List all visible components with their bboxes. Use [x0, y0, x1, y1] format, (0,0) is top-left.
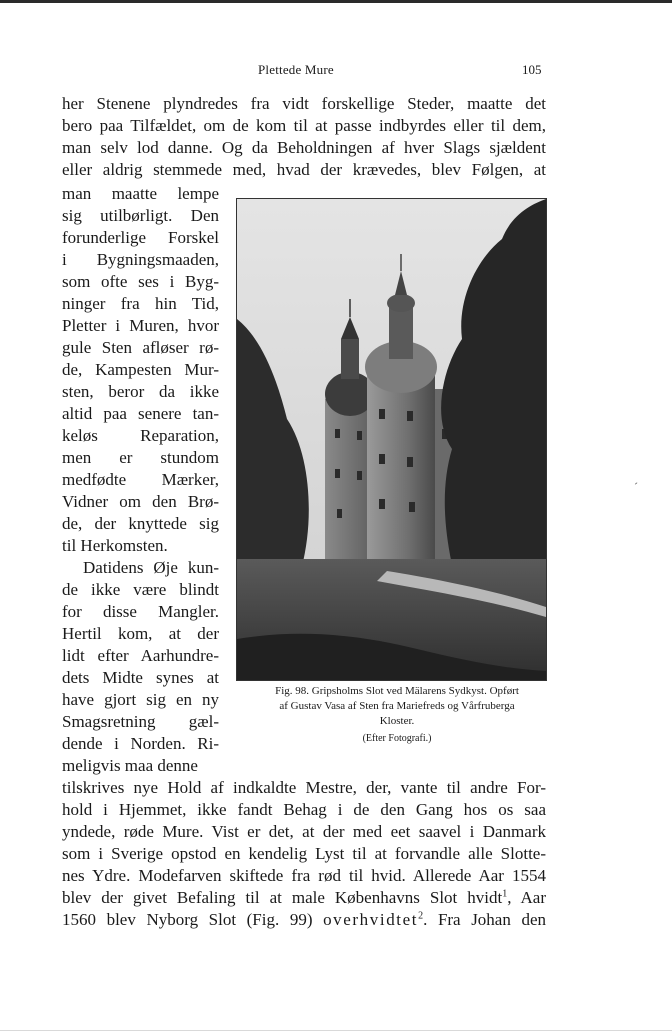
figure-credit: (Efter Fotografi.): [362, 733, 432, 744]
body-line-with-footnote: [62, 909, 546, 931]
body-line: man selv lod danne. Og da Beholdningen af hver Slags sjældent: [62, 138, 546, 157]
castle-illustration: [237, 199, 546, 680]
running-title: Plettede Mure: [258, 62, 334, 77]
line-text: 1560 blev Nyborg Slot (Fig. 99): [62, 910, 324, 929]
body-line: som i Sverige opstod en kendelig Lyst til at forvandle alle Slotte-: [62, 844, 546, 863]
column-line: de, Kampesten Mur-: [62, 360, 219, 379]
column-line: forunderlige Forskel: [62, 228, 219, 247]
body-line: tilskrives nye Hold af indkaldte Mestre, der, vante til andre For-: [62, 778, 546, 797]
column-line: sten, beror da ikke: [62, 382, 219, 401]
body-line: her Stenene plyndredes fra vidt forskellige Steder, maatte det: [62, 94, 546, 113]
column-line: gule Sten afløser rø-: [62, 338, 219, 357]
footnote-marker[interactable]: 1: [502, 888, 508, 900]
column-line: i Bygningsmaaden,: [62, 250, 219, 269]
body-line-with-footnote: [62, 887, 546, 909]
castle-photograph: [236, 198, 547, 681]
running-head: [0, 62, 672, 80]
footnote-marker[interactable]: 2: [418, 910, 424, 922]
emphasized-word: overhvidtet: [323, 910, 419, 929]
column-line: altid paa senere tan-: [62, 404, 219, 423]
body-line: eller aldrig stemmede med, hvad der krævedes, blev Følgen, at: [62, 160, 546, 179]
figure-caption-line: af Gustav Vasa af Sten fra Mariefreds og Vårfruberga: [279, 700, 515, 712]
column-line: lidt efter Aarhundre-: [62, 646, 219, 665]
column-line: Vidner om den Brø-: [62, 492, 219, 511]
column-line: som ofte ses i Byg-: [62, 272, 219, 291]
column-line: sig utilbørligt. Den: [62, 206, 219, 225]
column-line: til Herkomsten.: [62, 536, 168, 555]
line-text: . Fra Johan den: [423, 910, 546, 929]
page-number: 105: [522, 62, 542, 77]
column-line: Smagsretning gæl-: [62, 712, 219, 731]
column-line: men er stundom: [62, 448, 219, 467]
column-line: medfødte Mærker,: [62, 470, 219, 489]
column-line: Pletter i Muren, hvor: [62, 316, 219, 335]
column-line: man maatte lempe: [62, 184, 219, 203]
body-line: bero paa Tilfældet, om de kom til at passe indbyrdes eller til dem,: [62, 116, 546, 135]
line-text: , Aar: [507, 888, 546, 907]
column-line: dende i Norden. Ri-: [62, 734, 219, 753]
column-line: have gjort sig en ny: [62, 690, 219, 709]
column-line: Hertil kom, at der: [62, 624, 219, 643]
column-line: keløs Reparation,: [62, 426, 219, 445]
column-line: meligvis maa denne: [62, 756, 198, 775]
column-line: dets Midte synes at: [62, 668, 219, 687]
column-line: for disse Mangler.: [62, 602, 219, 621]
margin-mark: ´: [634, 480, 638, 494]
column-line-indented: Datidens Øje kun-: [83, 558, 219, 577]
figure-caption-line: Fig. 98. Gripsholms Slot ved Mälarens Sydkyst. Opført: [275, 685, 519, 697]
figure-caption-line: Kloster.: [379, 715, 415, 727]
column-line: de, der knyttede sig: [62, 514, 219, 533]
column-line: ninger fra hin Tid,: [62, 294, 219, 313]
column-line: de ikke være blindt: [62, 580, 219, 599]
line-text: blev der givet Befaling til at male Københavns Slot hvidt: [62, 888, 503, 907]
bottom-edge-rule: [0, 1030, 672, 1031]
body-line: hold i Hjemmet, ikke fandt Behag i de den Gang hos os saa: [62, 800, 546, 819]
body-line: yndede, røde Mure. Vist er det, at der med eet saavel i Danmark: [62, 822, 546, 841]
top-edge-rule: [0, 0, 672, 3]
body-line: nes Ydre. Modefarven skiftede fra rød til hvid. Allerede Aar 1554: [62, 866, 546, 885]
